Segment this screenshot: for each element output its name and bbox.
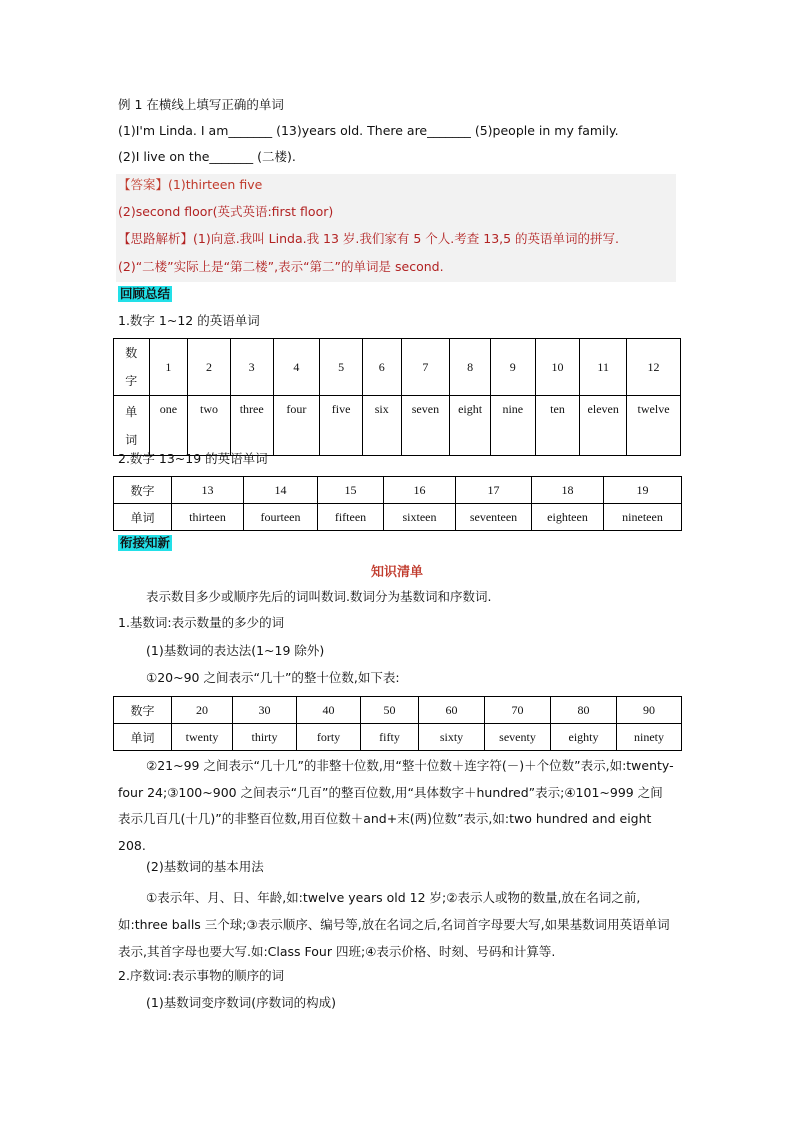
table-cell: twelve (627, 396, 681, 456)
table-cell: 30 (233, 697, 297, 724)
table-cell: sixteen (384, 504, 456, 531)
table-cell: 3 (230, 339, 273, 396)
table-cell: 11 (580, 339, 627, 396)
table-cell: six (362, 396, 401, 456)
answer-line-2: (2)second floor(英式英语:first floor) (118, 204, 334, 219)
table-cell: one (149, 396, 188, 456)
table-cell: 18 (532, 477, 604, 504)
question-1: (1)I'm Linda. I am_______ (13)years old. There are_______ (5)people in my family. (118, 123, 619, 138)
table-cell: twenty (172, 724, 233, 751)
table-cell: 5 (320, 339, 363, 396)
explanation-line-2: (2)“二楼”实际上是“第二楼”,表示“第二”的单词是 second. (118, 259, 444, 274)
review-subheading-1: 1.数字 1~12 的英语单词 (118, 313, 260, 328)
row-header-word: 单 词 (114, 396, 150, 456)
section-1-1-heading: (1)基数词的表达法(1~19 除外) (146, 643, 325, 658)
table-cell: 90 (617, 697, 682, 724)
table-cell: eighteen (532, 504, 604, 531)
rules-paragraph: ②21~99 之间表示“几十几”的非整十位数,用“整十位数＋连字符(－)＋个位数”表示,如:twenty-four 24;③100~900 之间表示“几百”的整百位数,用“具体数字＋hundred”表示;④101~999 之间表示几百几(十几)”的非整百位数,用百位数＋and+末(两)位数”表示,如:two hundred and eight 208. (118, 758, 674, 853)
section-1-heading: 1.基数词:表示数量的多少的词 (118, 615, 285, 630)
row-header-number: 数字 (114, 477, 172, 504)
numbers-13-19-table (113, 476, 682, 531)
table-cell: eleven (580, 396, 627, 456)
table-cell: ten (535, 396, 580, 456)
table-cell: eight (450, 396, 491, 456)
table-cell: fifty (361, 724, 419, 751)
table-cell: 50 (361, 697, 419, 724)
row-header-word: 单词 (114, 504, 172, 531)
review-badge: 回顾总结 (120, 286, 171, 301)
table-cell: 60 (419, 697, 485, 724)
table-cell: 9 (490, 339, 535, 396)
table-row (114, 477, 682, 504)
row-header-number: 数 字 (114, 339, 150, 396)
table-cell: 13 (172, 477, 244, 504)
table-cell: nine (490, 396, 535, 456)
table-cell: sixty (419, 724, 485, 751)
table-cell: 16 (384, 477, 456, 504)
table-cell: 70 (485, 697, 551, 724)
table-cell: thirteen (172, 504, 244, 531)
table-cell: 20 (172, 697, 233, 724)
table-cell: seventeen (456, 504, 532, 531)
table-cell: forty (297, 724, 361, 751)
table-cell: 1 (149, 339, 188, 396)
table-cell: ninety (617, 724, 682, 751)
explanation-line-1: 【思路解析】(1)向意.我叫 Linda.我 13 岁.我们家有 5 个人.考查 13,5 的英语单词的拼写. (118, 231, 620, 246)
table-cell: two (188, 396, 231, 456)
intro-paragraph: 表示数目多少或顺序先后的词叫数词.数词分为基数词和序数词. (146, 589, 492, 604)
table-cell: fourteen (244, 504, 318, 531)
table-row (114, 504, 682, 531)
question-2: (2)I live on the_______ (二楼). (118, 149, 296, 164)
table-cell: 10 (535, 339, 580, 396)
table-cell: 8 (450, 339, 491, 396)
section-1-2-heading: (2)基数词的基本用法 (146, 859, 264, 874)
knowledge-list-title: 知识清单 (370, 565, 423, 580)
table-cell: nineteen (604, 504, 682, 531)
table-cell: 19 (604, 477, 682, 504)
review-subheading-2: 2.数字 13~19 的英语单词 (118, 451, 268, 466)
table-cell: three (230, 396, 273, 456)
table-cell: four (273, 396, 320, 456)
numbers-1-12-table (113, 338, 681, 456)
table-cell: seventy (485, 724, 551, 751)
table-cell: 2 (188, 339, 231, 396)
table-cell: fifteen (318, 504, 384, 531)
table-cell: thirty (233, 724, 297, 751)
table-cell: 40 (297, 697, 361, 724)
tens-table (113, 696, 682, 751)
answer-line-1: 【答案】(1)thirteen five (118, 177, 263, 192)
table-cell: eighty (551, 724, 617, 751)
section-1-1-a: ①20~90 之间表示“几十”的整十位数,如下表: (146, 670, 400, 685)
row-header-number: 数字 (114, 697, 172, 724)
usage-paragraph: ①表示年、月、日、年龄,如:twelve years old 12 岁;②表示人或物的数量,放在名词之前,如:three balls 三个球;③表示顺序、编号等,放在名词之后,名词首字母要大写,如果基数词用英语单词表示,其首字母也要大写.如:Class Four 四班;④表示价格、时刻、号码和计算等. (118, 890, 670, 959)
table-cell: 17 (456, 477, 532, 504)
table-cell: five (320, 396, 363, 456)
table-cell: seven (401, 396, 450, 456)
table-row (114, 339, 681, 396)
row-header-word: 单词 (114, 724, 172, 751)
section-2-1-heading: (1)基数词变序数词(序数词的构成) (146, 995, 336, 1010)
table-row (114, 724, 682, 751)
table-row (114, 697, 682, 724)
table-cell: 12 (627, 339, 681, 396)
table-cell: 14 (244, 477, 318, 504)
table-cell: 4 (273, 339, 320, 396)
example-heading: 例 1 在横线上填写正确的单词 (118, 97, 284, 112)
table-cell: 7 (401, 339, 450, 396)
table-row (114, 396, 681, 456)
table-cell: 80 (551, 697, 617, 724)
section-2-heading: 2.序数词:表示事物的顺序的词 (118, 968, 285, 983)
table-cell: 6 (362, 339, 401, 396)
table-cell: 15 (318, 477, 384, 504)
new-knowledge-badge: 衔接知新 (120, 535, 171, 550)
